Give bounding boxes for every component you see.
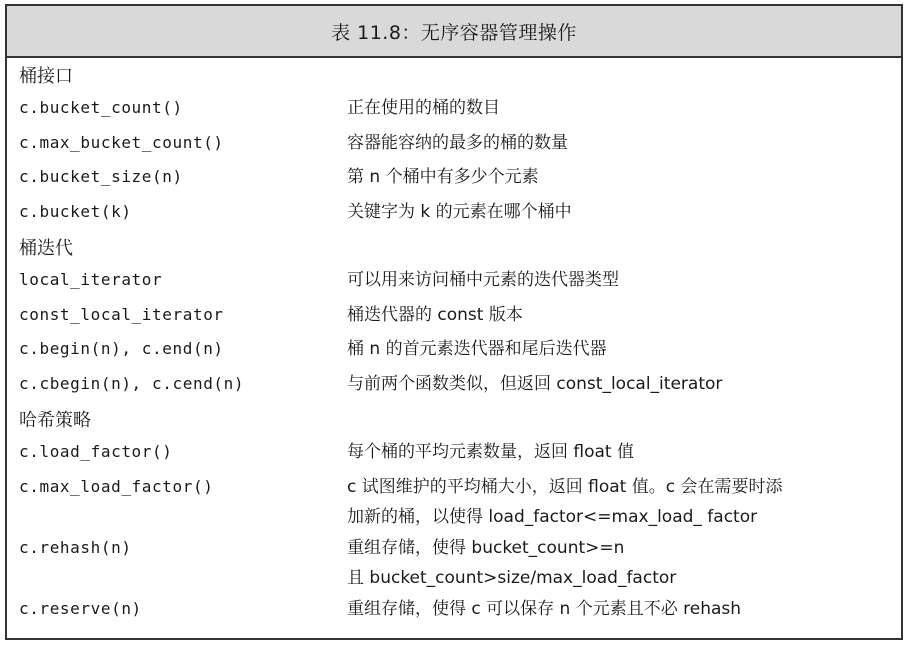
- table-row: [7, 471, 901, 532]
- section-heading-bucket-iteration: 桶迭代: [19, 238, 73, 259]
- operations-table: [5, 4, 903, 640]
- table-row: [7, 299, 901, 334]
- operation-code: c.max_load_factor(): [19, 476, 214, 496]
- table-row: [7, 368, 901, 403]
- section-heading-bucket-interface: 桶接口: [19, 66, 73, 87]
- table-row: [7, 532, 901, 593]
- table-row: [7, 333, 901, 368]
- operation-description: 容器能容纳的最多的桶的数量: [347, 132, 568, 153]
- operation-description: 桶 n 的首元素迭代器和尾后迭代器: [347, 339, 607, 359]
- operation-code: c.max_bucket_count(): [19, 132, 224, 152]
- operation-description: 正在使用的桶的数目: [347, 98, 500, 118]
- table-row: [7, 436, 901, 471]
- operation-code: c.reserve(n): [19, 598, 142, 618]
- operation-code: c.bucket(k): [19, 201, 132, 221]
- operation-description: 桶迭代器的 const 版本: [347, 304, 523, 325]
- operation-description: 每个桶的平均元素数量，返回 float 值: [347, 442, 634, 462]
- table-body: [7, 58, 901, 627]
- operation-code: c.begin(n), c.end(n): [19, 339, 224, 358]
- operation-description: 与前两个函数类似，但返回 const_local_iterator: [347, 373, 723, 394]
- operation-code: const_local_iterator: [19, 304, 224, 324]
- operation-code: c.load_factor(): [19, 442, 173, 461]
- table-row: [7, 92, 901, 127]
- operation-description: 重组存储，使得 bucket_count>=n 且 bucket_count>size/max_load_factor: [347, 537, 677, 588]
- table-row: [7, 127, 901, 162]
- table-row: [7, 161, 901, 196]
- section-heading-hash-policy: 哈希策略: [19, 410, 91, 431]
- table-title: 表 11.8：无序容器管理操作: [7, 6, 901, 58]
- operation-description: 第 n 个桶中有多少个元素: [347, 167, 539, 187]
- table-row: [7, 264, 901, 299]
- operation-code: c.bucket_size(n): [19, 167, 183, 186]
- table-row: [7, 593, 901, 628]
- operation-description: 关键字为 k 的元素在哪个桶中: [347, 201, 572, 222]
- operation-code: c.rehash(n): [19, 537, 132, 557]
- operation-code: c.bucket_count(): [19, 98, 183, 117]
- operation-code: c.cbegin(n), c.cend(n): [19, 373, 245, 393]
- operation-description: 重组存储，使得 c 可以保存 n 个元素且不必 rehash: [347, 598, 742, 619]
- table-row: [7, 196, 901, 231]
- operation-description: 可以用来访问桶中元素的迭代器类型: [347, 270, 619, 290]
- operation-code: local_iterator: [19, 270, 163, 289]
- operation-description: c 试图维护的平均桶大小，返回 float 值。c 会在需要时添 加新的桶，以使得 load_factor<=max_load_ factor: [347, 476, 783, 527]
